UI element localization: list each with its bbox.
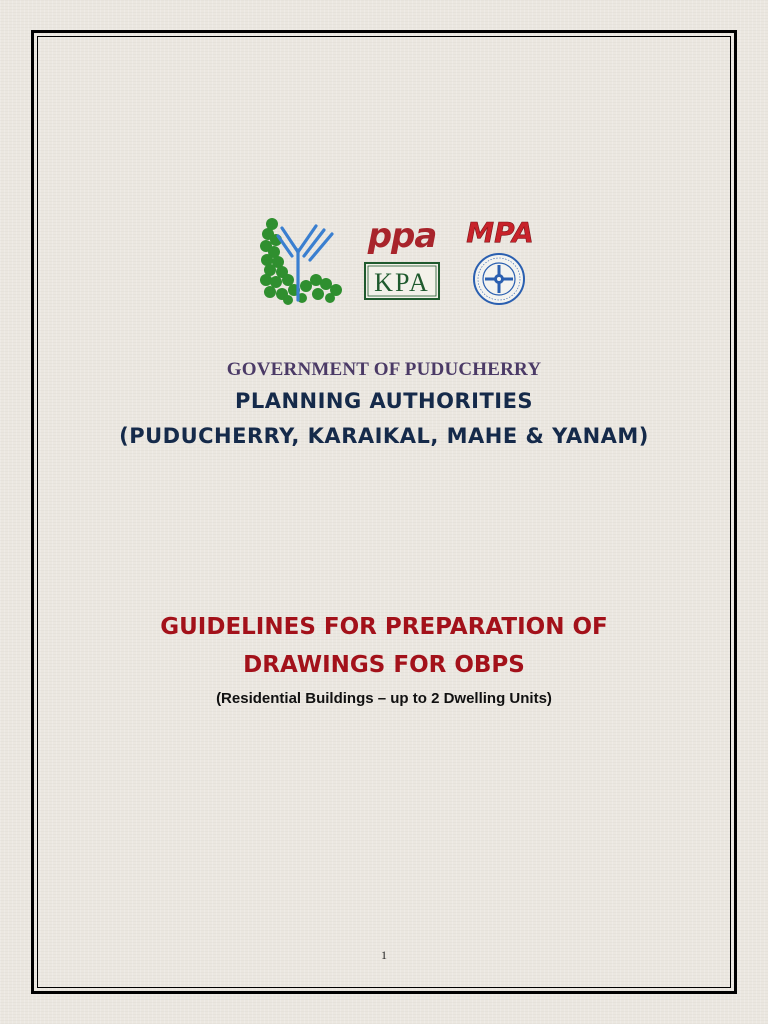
ppa-logo-text: ppa [367,216,437,256]
page-border-inner [37,36,731,988]
logo-row [0,205,768,305]
kpa-logo-icon [364,262,440,300]
document-subtitle: (Residential Buildings – up to 2 Dwelling Units) [216,690,552,707]
document-title-line-1: GUIDELINES FOR PREPARATION OF [160,614,608,640]
authority-heading: PLANNING AUTHORITIES [234,389,534,413]
document-title-line-2: DRAWINGS FOR OBPS [243,652,525,678]
kpa-logo-text: KPA [374,268,430,297]
page-number: 1 [381,948,387,962]
seal-logo-icon [472,252,526,306]
government-heading: GOVERNMENT OF PUDUCHERRY [226,359,542,380]
tree-logo-icon [258,210,346,306]
mpa-logo-icon [460,213,540,249]
regions-heading: (PUDUCHERRY, KARAIKAL, MAHE & YANAM) [119,424,649,448]
page-border [31,30,737,994]
ppa-logo-icon [360,213,444,257]
mpa-logo-text: MPA [466,216,534,249]
